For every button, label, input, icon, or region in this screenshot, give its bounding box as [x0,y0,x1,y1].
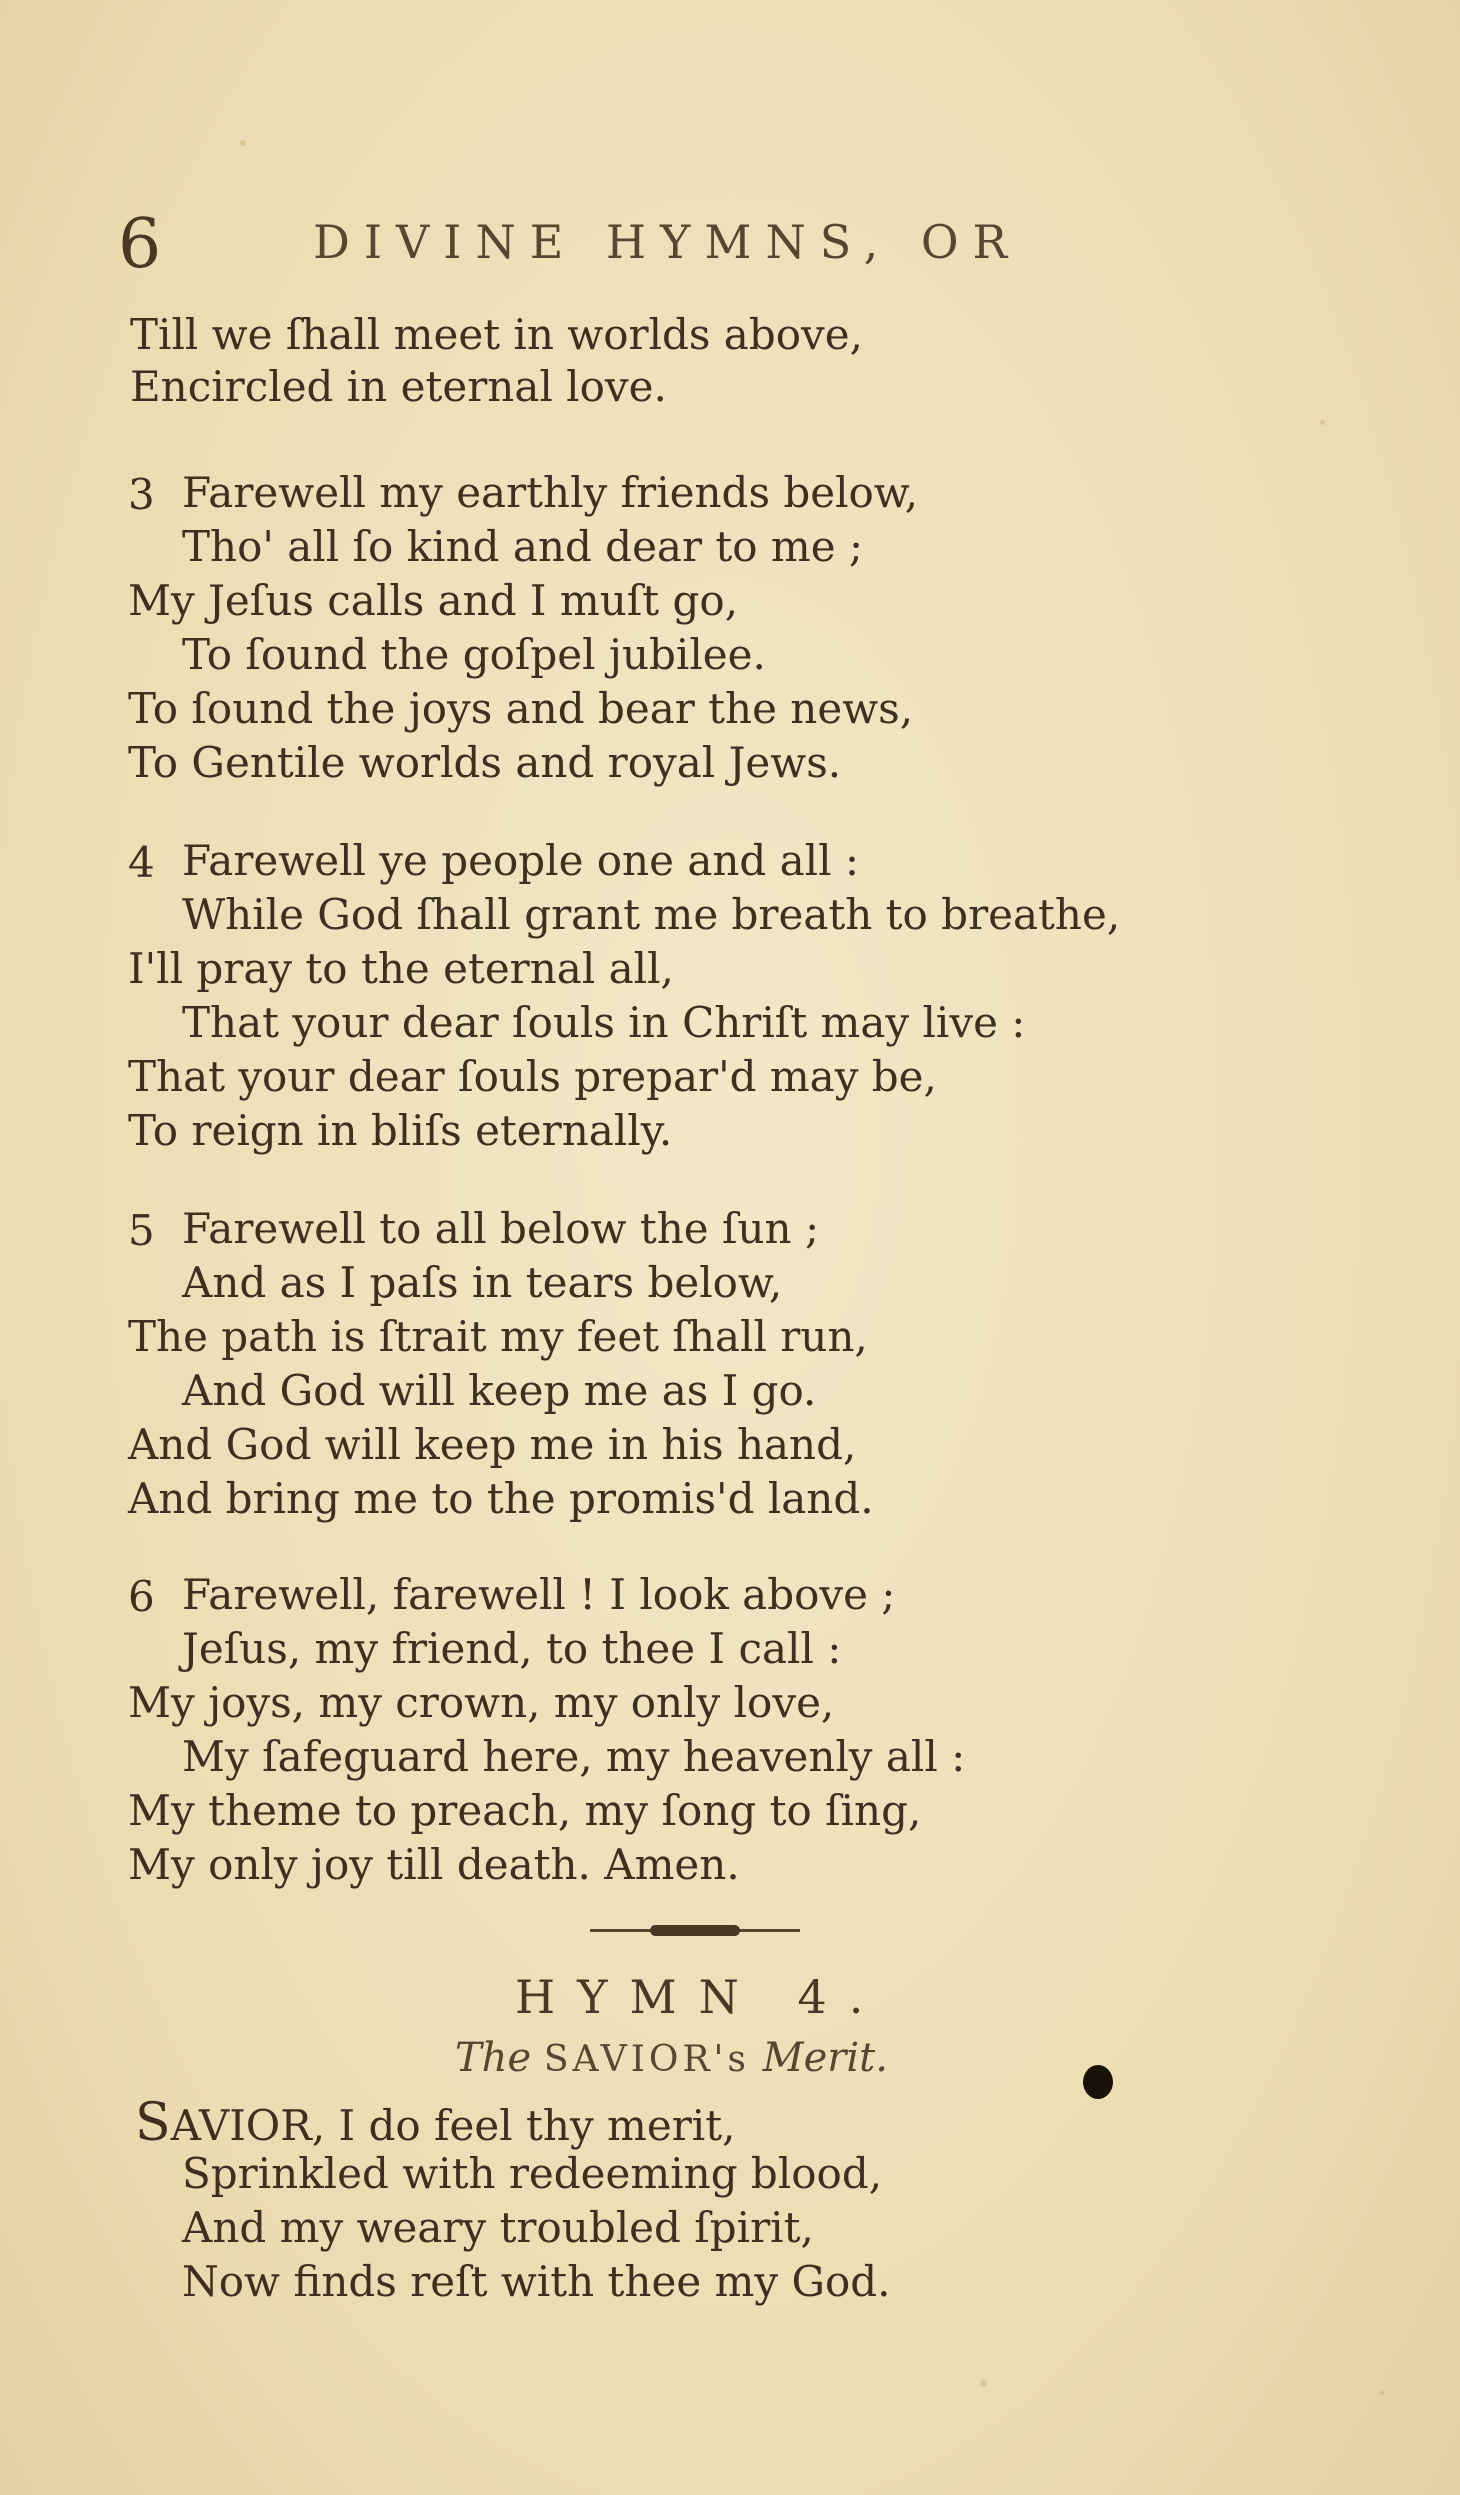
verse-line: My joys, my crown, my only love, [128,1678,835,1727]
verse-line: My ſafeguard here, my heavenly all : [182,1732,966,1781]
verse-line: To ſound the joys and bear the news, [128,684,914,733]
stanza-number: 3 [128,470,155,519]
ink-blot [1083,2065,1113,2099]
verse-line: And God will keep me as I go. [182,1366,817,1415]
verse-line: To ſound the goſpel jubilee. [182,630,766,679]
verse-line: Sprinkled with redeeming blood, [182,2149,883,2198]
verse-line: I'll pray to the eternal all, [128,944,674,993]
verse-line: Encircled in eternal love. [130,362,667,411]
page-header [118,205,1118,284]
verse-line: Tho' all ſo kind and dear to me ; [182,522,864,571]
verse-line: Now finds reſt with thee my God. [182,2257,891,2306]
verse-line: To reign in bliſs eternally. [128,1106,673,1155]
subtitle-merit: Merit. [762,2035,888,2081]
paper-speck [980,2380,987,2387]
verse-line: Farewell to all below the ſun ; [182,1204,820,1253]
verse-line: Farewell, farewell ! I look above ; [182,1570,896,1619]
verse-line: Farewell my earthly friends below, [182,468,919,517]
stanza-number: 5 [128,1206,155,1255]
paper-speck [1380,2390,1385,2395]
verse-line: Till we ſhall meet in worlds above, [130,310,863,359]
verse-line: While God ſhall grant me breath to breathe, [182,890,1121,939]
subtitle-savior: SAVIOR's [543,2039,750,2080]
drop-cap: S [135,2093,171,2153]
verse-line: And my weary troubled ſpirit, [182,2203,814,2252]
hymn-subtitle [455,2035,888,2081]
verse-line: The path is ſtrait my feet ſhall run, [128,1312,868,1361]
verse-line-text: AVIOR, I do feel thy merit, [170,2101,736,2150]
verse-line [135,2093,735,2153]
verse-line: My Jeſus calls and I muſt go, [128,576,739,625]
stanza-number: 4 [128,838,155,887]
ornamental-divider [590,1925,800,1935]
running-title: DIVINE HYMNS, OR [313,215,1022,269]
paper-speck [240,140,246,146]
verse-line: Farewell ye people one and all : [182,836,860,885]
verse-line: Jeſus, my friend, to thee I call : [182,1624,842,1673]
verse-line: And as I paſs in tears below, [182,1258,783,1307]
verse-line: My only joy till death. Amen. [128,1840,740,1889]
verse-line: And God will keep me in his hand, [128,1420,857,1469]
verse-line: That your dear ſouls prepar'd may be, [128,1052,937,1101]
verse-line: To Gentile worlds and royal Jews. [128,738,842,787]
verse-line: And bring me to the promis'd land. [128,1474,874,1523]
hymn-title: HYMN 4. [515,1970,886,2024]
subtitle-the: The [455,2035,532,2081]
page-number: 6 [118,205,162,284]
verse-line: My theme to preach, my ſong to ſing, [128,1786,922,1835]
verse-line: That your dear ſouls in Chriſt may live : [182,998,1026,1047]
divider-ornament-icon [650,1925,740,1936]
stanza-number: 6 [128,1572,155,1621]
paper-speck [1320,420,1325,425]
